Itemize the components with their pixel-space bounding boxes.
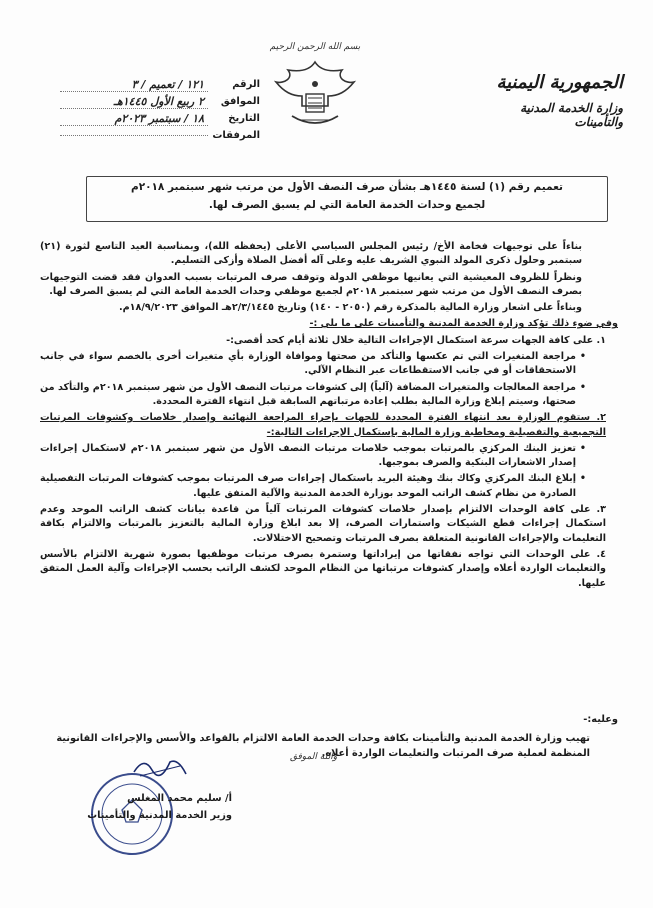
meta-ref-row: [60, 76, 260, 93]
bismillah: بسم الله الرحمن الرحيم: [269, 42, 361, 52]
directive-item-4: ٤. على الوحدات التي تواجه نفقاتها من إيراداتها وستمرة بصرف مرتبات موظفيها بصورة شهرية الالتزام بالأسس والتعليمات الواردة أعلاه وإصدار كشوفات مرتباتها من النظام الموحد لكشف الراتب بحسب الإجراءات وآلية العمل المتفق عليها.: [40, 548, 606, 589]
meta-date-row: [60, 110, 260, 127]
meta-ref-label: الرقم: [232, 79, 260, 90]
meta-att-row: [60, 127, 260, 144]
intro-paragraph-2: ونظراً للظروف المعيشية التي يعانيها موظفي الدولة وتوقف صرف المرتبات بسبب العدوان فقد قضت التوجيهات بصرف النصف الأول من مرتب شهر سبتمبر ٢٠١٨م لجميع موظفي وحدات الخدمة العامة التي لم يسبق الصرف لها.: [40, 271, 582, 297]
intro-paragraph-3: وبناءاً على اشعار وزارة المالية بالمذكرة رقم (٢٠٥٠ - ١٤٠) وتاريخ ٢/٣/١٤٤٥هـ الموافق ١٨/٩/٢٠٢٣م.: [118, 302, 582, 314]
eagle-emblem-icon: [270, 56, 360, 134]
subject-line-2: لجميع وحدات الخدمة العامة التي لم يسبق الصرف لها.: [208, 199, 486, 211]
directive-item-2-bullet-2: • إبلاغ البنك المركزي وكاك بنك وهيئة البريد باستكمال إجراءات صرف المرتبات بموجب كشوفات المرتبات التفصيلية الصادرة من نظام كشف الراتب الموحد بوزارة الخدمة المدنية والآلية المتفق عليها.: [40, 472, 618, 501]
meta-att-value: [60, 135, 208, 136]
directive-item-1-bullet-1: • مراجعة المتغيرات التي تم عكسها والتأكد من صحتها وموافاة الوزارة بأي متغيرات أخرى بالخصم سواء في جانب الاستحقاقات أو في جانب الاستقطاعات عبر النظام الآلي.: [40, 350, 618, 379]
meta-corr-value: ٢ ربيع الأول ١٤٤٥هـ: [60, 95, 208, 109]
directives-heading: وفي ضوء ذلك تؤكد وزارة الخدمة المدنية والتأمينات على ما يلي :-: [309, 318, 618, 330]
meta-date-value: ١٨ / سبتمبر ٢٠٢٣م: [60, 112, 208, 126]
meta-date-label: التاريخ: [228, 113, 260, 124]
ministry-name: وزارة الخدمة المدنية والتأمينات: [520, 101, 623, 129]
directive-item-2: ٢. ستقوم الوزارة بعد انتهاء الفترة المحددة للجهات بإجراء المراجعة النهائية وإصدار خلاصات وكشوفات المرتبات التجميعية والتفصيلية ومخاطبة وزارة المالية بإستكمال الإجراءات التالية:-: [40, 412, 606, 438]
regards-text: والله الموفق: [290, 752, 338, 762]
directive-item-1: ١. على كافة الجهات سرعة استكمال الإجراءات التالية خلال ثلاثة أيام كحد أقصى:-: [226, 334, 606, 346]
country-name: الجمهورية اليمنية: [496, 72, 623, 93]
directive-item-3: ٣. على كافة الوحدات الالتزام بإصدار خلاصات كشوفات المرتبات آلياً من قاعدة بيانات كشف الراتب الموحد وعدم استكمال إجراءات قطع الشيكات واستمارات الصرف، إلا بعد ابلاغ وزارة المالية بالتعزيز بالمرتبات والالتزام بكافة التعليمات والإجراءات القانونية المتعلقة بصرف المرتبات وتصحيح الاختلالات.: [40, 504, 606, 544]
signatory-name: أ/ سليم محمد المغلس: [127, 793, 232, 804]
meta-ref-value: ١٢١ / تعميم / ٣: [60, 78, 208, 92]
closing-lead: وعليه:-: [583, 714, 618, 725]
meta-corr-label: الموافق: [220, 96, 260, 107]
subject-line-1: تعميم رقم (١) لسنة ١٤٤٥هـ بشأن صرف النصف الأول من مرتب شهر سبتمبر ٢٠١٨م: [130, 181, 563, 193]
closing-text: تهيب وزارة الخدمة المدنية والتأمينات بكافة وحدات الخدمة العامة الالتزام بالقواعد والأسس والإجراءات القانونية المنظمة لعملية صرف المرتبات والتعليمات الواردة أعلاه.: [56, 733, 590, 759]
directive-item-1-bullet-2: • مراجعة المعالجات والمتغيرات المضافة (آلياً) إلى كشوفات مرتبات النصف الأول من شهر سبتمبر ٢٠١٨م والتأكد من صحتها، وسيتم إبلاغ وزارة المالية بطلب إعادة مرتباتهم السابقة قبل انتهاء الفترة المحددة.: [40, 381, 618, 410]
meta-corr-row: [60, 93, 260, 110]
intro-paragraph-1: بناءاً على توجيهات فخامة الأخ/ رئيس المجلس السياسي الأعلى (يحفظه الله)، وبمناسبة العيد التاسع لثورة (٢١) سبتمبر وحلول ذكرى المولد النبوي الشريف عليه وعلى آله أفضل الصلاة وأزكى التسليم.: [40, 241, 582, 267]
meta-att-label: المرفقات: [212, 130, 260, 141]
signature-block: [82, 790, 232, 824]
letter-body: [40, 240, 618, 593]
signatory-title: وزير الخدمة المدنية والتأمينات: [87, 810, 232, 821]
letter-meta: [60, 76, 260, 144]
letterhead-right: [473, 72, 623, 129]
handwritten-signature-icon: [130, 752, 190, 780]
subject-box: [86, 176, 608, 222]
directive-item-2-bullet-1: • تعزيز البنك المركزي بالمرتبات بموجب خلاصات مرتبات النصف الأول من شهر سبتمبر ٢٠١٨م لاستكمال إجراءات إصدار الاشعارات البنكية والصرف بموجبها.: [40, 442, 618, 471]
